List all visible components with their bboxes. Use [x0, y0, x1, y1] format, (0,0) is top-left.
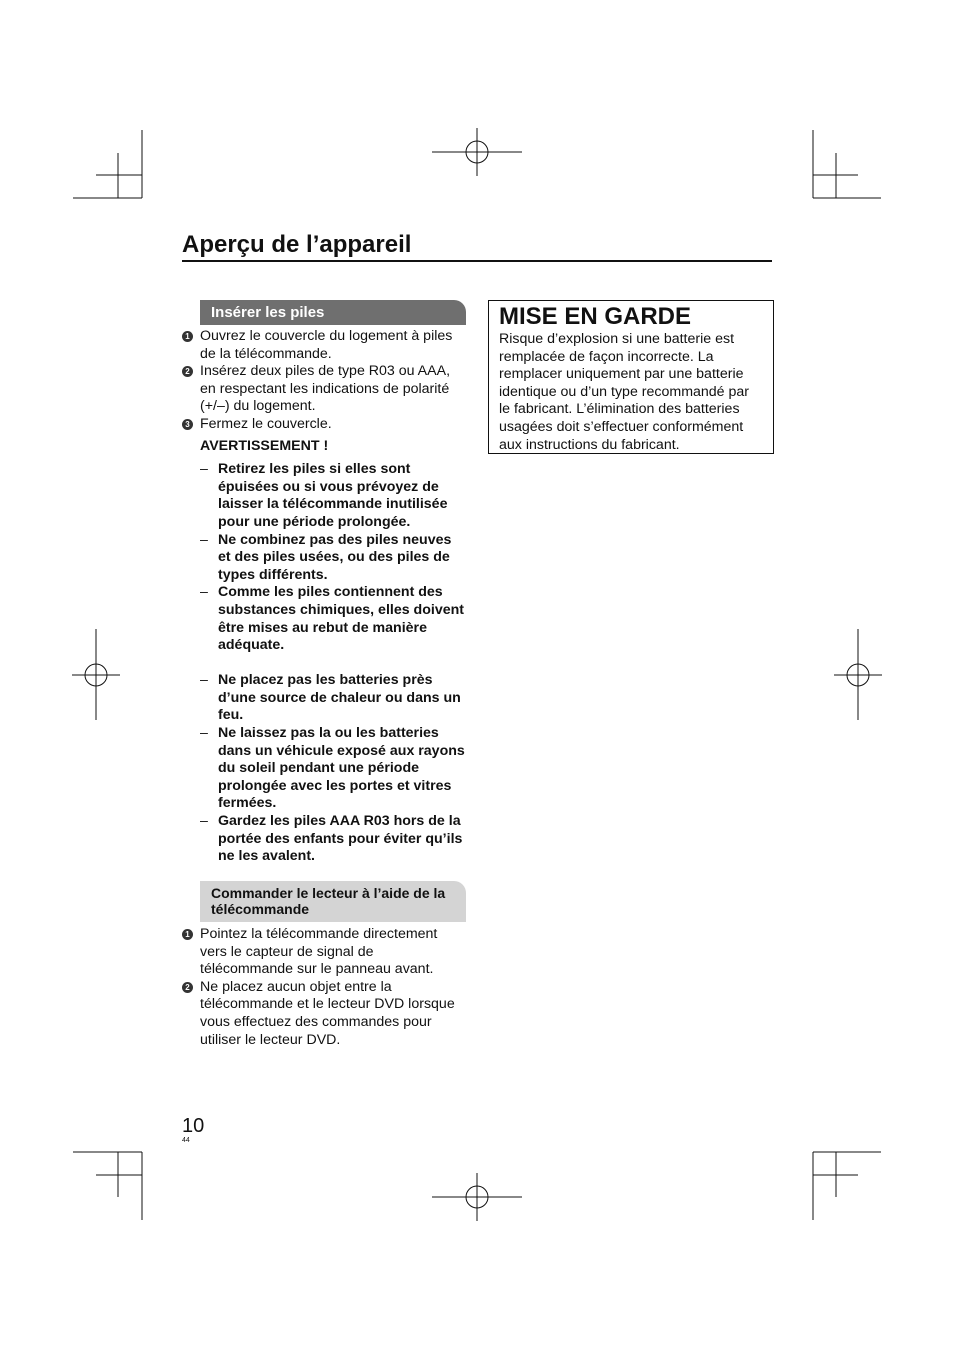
caution-text: Risque d’explosion si une batterie est remplacée de façon incorrecte. La remplacer uniquement par une batterie identique ou d’un type recommandé par le fabricant. L’élimination des batteries usagées doit s’effectuer conformément aux instructions du fabricant. [499, 331, 750, 453]
warning-text: Comme les piles contiennent des substances chimiques, elles doivent être mises au rebut de manière adéquate. [218, 584, 465, 654]
step-text: Ne placez aucun objet entre la télécommande et le lecteur DVD lorsque vous effectuez des commandes pour utiliser le lecteur DVD. [200, 978, 455, 1048]
step-number-icon: 1 [182, 331, 193, 342]
step-text: Insérez deux piles de type R03 ou AAA, en respectant les indications de polarité (+/–) du logement. [200, 363, 451, 415]
section-heading-insert-batteries: Insérer les piles [200, 300, 466, 325]
caution-box [488, 300, 774, 454]
step-item [182, 926, 467, 979]
step-text: Fermez le couvercle. [200, 415, 332, 432]
step-item [182, 979, 467, 1049]
warning-item: – Ne placez pas les batteries près d’une source de chaleur ou dans un feu. [200, 672, 461, 724]
warning-text: Ne combinez pas des piles neuves et des piles usées, ou des piles de types différents. [218, 531, 452, 583]
warning-text: Ne laissez pas la ou les batteries dans un véhicule exposé aux rayons du soleil pendant une période prolongée avec les portes et vitres fermées. [218, 725, 465, 812]
step-text: Pointez la télécommande directement vers le capteur de signal de télécommande sur le panneau avant. [200, 926, 438, 978]
warning-item: – Retirez les piles si elles sont épuisées ou si vous prévoyez de laisser la télécommande inutilisée pour une période prolongée. [200, 461, 448, 530]
step-item [182, 363, 467, 416]
step-number-icon: 2 [182, 366, 193, 377]
warning-list [182, 461, 467, 866]
warning-text: Gardez les piles AAA R03 hors de la portée des enfants pour éviter qu’ils ne les avalent. [218, 813, 463, 865]
warning-item: – Ne laissez pas la ou les batteries dans un véhicule exposé aux rayons du soleil pendant une période prolongée avec les portes et vitres fermées. [200, 725, 465, 812]
remote-control-content [182, 926, 467, 1049]
step-item [182, 416, 467, 434]
step-number-icon: 3 [182, 419, 193, 430]
caution-title: MISE EN GARDE [499, 303, 692, 330]
step-number-icon: 2 [182, 982, 193, 993]
warning-text: Ne placez pas les batteries près d’une source de chaleur ou dans un feu. [218, 672, 461, 724]
step-text: Ouvrez le couvercle du logement à piles de la télécommande. [200, 328, 453, 362]
warning-text: Retirez les piles si elles sont épuisées ou si vous prévoyez de laisser la télécommande inutilisée pour une période prolongée. [218, 461, 448, 530]
page-number: 10 [182, 1115, 205, 1137]
page-sub-number: 44 [182, 1137, 190, 1144]
step-number-icon: 1 [182, 929, 193, 940]
warning-heading: AVERTISSEMENT ! [200, 437, 329, 454]
step-item [182, 328, 467, 363]
warning-item: – Comme les piles contiennent des substances chimiques, elles doivent être mises au rebut de manière adéquate. [200, 584, 465, 654]
page-title: Aperçu de l’appareil [182, 230, 772, 262]
insert-batteries-content [182, 328, 467, 866]
section-heading-remote-control: Commander le lecteur à l’aide de la télécommande [200, 881, 466, 922]
warning-item: – Gardez les piles AAA R03 hors de la portée des enfants pour éviter qu’ils ne les avalent. [200, 813, 463, 865]
warning-item: – Ne combinez pas des piles neuves et des piles usées, ou des piles de types différents. [200, 531, 452, 583]
